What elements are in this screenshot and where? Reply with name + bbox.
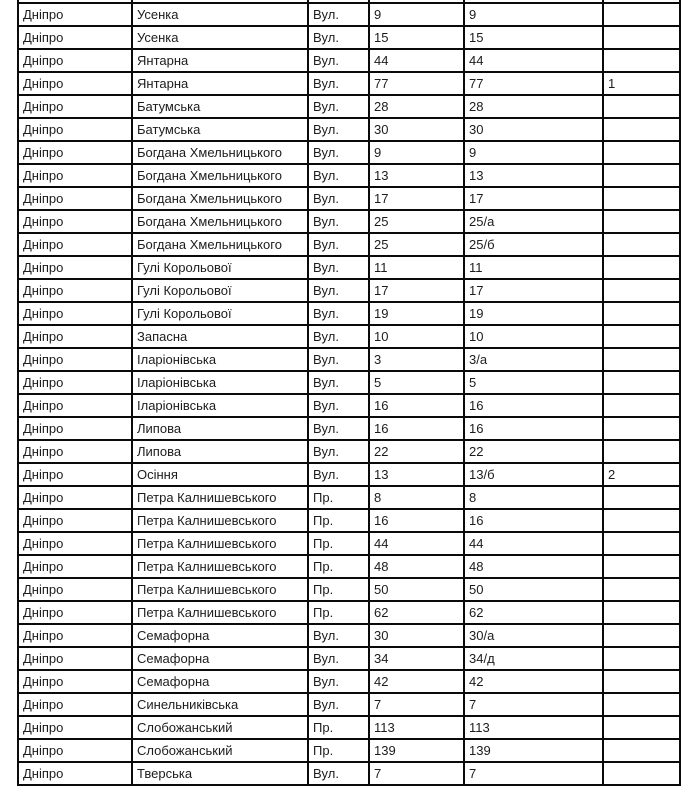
building-number-letter-cell: 3/а (464, 348, 603, 371)
street-name-cell: Липова (132, 440, 308, 463)
note-cell (603, 49, 680, 72)
city-cell: Дніпро (18, 716, 132, 739)
building-number-cell: 15 (369, 26, 464, 49)
building-number-cell: 9 (369, 3, 464, 26)
note-cell: 1 (603, 72, 680, 95)
street-type-cell: Вул. (308, 417, 369, 440)
building-number-letter-cell: 17 (464, 187, 603, 210)
table-row (18, 647, 680, 670)
building-number-cell: 30 (369, 624, 464, 647)
table-row (18, 348, 680, 371)
building-number-letter-cell: 11 (464, 256, 603, 279)
building-number-cell: 30 (369, 118, 464, 141)
street-type-cell: Вул. (308, 210, 369, 233)
building-number-letter-cell: 30 (464, 118, 603, 141)
street-name-cell: Гулі Корольової (132, 256, 308, 279)
table-row (18, 394, 680, 417)
city-cell: Дніпро (18, 601, 132, 624)
table-row (18, 486, 680, 509)
building-number-cell: 3 (369, 348, 464, 371)
street-type-cell: Пр. (308, 739, 369, 762)
note-cell (603, 256, 680, 279)
table-row (18, 670, 680, 693)
street-type-cell: Вул. (308, 49, 369, 72)
table-row (18, 72, 680, 95)
street-name-cell: Семафорна (132, 670, 308, 693)
building-number-cell: 13 (369, 463, 464, 486)
table-row (18, 279, 680, 302)
note-cell (603, 647, 680, 670)
street-name-cell: Іларіонівська (132, 394, 308, 417)
building-number-cell: 48 (369, 555, 464, 578)
building-number-letter-cell: 7 (464, 693, 603, 716)
city-cell: Дніпро (18, 72, 132, 95)
building-number-cell: 28 (369, 95, 464, 118)
city-cell: Дніпро (18, 555, 132, 578)
building-number-cell: 113 (369, 716, 464, 739)
building-number-letter-cell: 16 (464, 417, 603, 440)
street-type-cell: Вул. (308, 72, 369, 95)
street-name-cell: Петра Калнишевського (132, 578, 308, 601)
building-number-cell: 139 (369, 739, 464, 762)
street-name-cell: Гулі Корольової (132, 279, 308, 302)
building-number-letter-cell: 22 (464, 440, 603, 463)
building-number-cell: 25 (369, 233, 464, 256)
building-number-cell: 17 (369, 187, 464, 210)
building-number-letter-cell: 44 (464, 49, 603, 72)
street-name-cell: Усенка (132, 26, 308, 49)
note-cell (603, 578, 680, 601)
building-number-cell: 11 (369, 256, 464, 279)
table-row (18, 532, 680, 555)
street-name-cell: Янтарна (132, 72, 308, 95)
street-name-cell: Іларіонівська (132, 348, 308, 371)
building-number-letter-cell: 42 (464, 670, 603, 693)
city-cell: Дніпро (18, 141, 132, 164)
building-number-letter-cell: 17 (464, 279, 603, 302)
table-row (18, 95, 680, 118)
city-cell: Дніпро (18, 371, 132, 394)
building-number-letter-cell: 8 (464, 486, 603, 509)
street-name-cell: Запасна (132, 325, 308, 348)
street-type-cell: Вул. (308, 3, 369, 26)
note-cell (603, 739, 680, 762)
street-name-cell: Богдана Хмельницького (132, 233, 308, 256)
street-type-cell: Пр. (308, 532, 369, 555)
building-number-cell: 16 (369, 509, 464, 532)
table-row (18, 601, 680, 624)
note-cell (603, 440, 680, 463)
table-row (18, 555, 680, 578)
note-cell (603, 26, 680, 49)
city-cell: Дніпро (18, 3, 132, 26)
note-cell (603, 141, 680, 164)
building-number-cell: 16 (369, 394, 464, 417)
building-number-cell: 50 (369, 578, 464, 601)
note-cell (603, 302, 680, 325)
note-cell (603, 118, 680, 141)
table-row (18, 3, 680, 26)
building-number-cell: 44 (369, 49, 464, 72)
note-cell (603, 348, 680, 371)
street-type-cell: Вул. (308, 624, 369, 647)
street-name-cell: Липова (132, 417, 308, 440)
street-type-cell: Вул. (308, 348, 369, 371)
street-type-cell: Вул. (308, 233, 369, 256)
building-number-letter-cell: 16 (464, 509, 603, 532)
street-type-cell: Вул. (308, 394, 369, 417)
note-cell (603, 371, 680, 394)
city-cell: Дніпро (18, 325, 132, 348)
building-number-cell: 62 (369, 601, 464, 624)
building-number-letter-cell: 30/а (464, 624, 603, 647)
note-cell (603, 670, 680, 693)
street-type-cell: Вул. (308, 279, 369, 302)
street-type-cell: Вул. (308, 440, 369, 463)
table-row (18, 440, 680, 463)
building-number-cell: 77 (369, 72, 464, 95)
building-number-cell: 7 (369, 762, 464, 785)
street-name-cell: Батумська (132, 118, 308, 141)
street-name-cell: Богдана Хмельницького (132, 164, 308, 187)
street-type-cell: Вул. (308, 762, 369, 785)
street-type-cell: Пр. (308, 555, 369, 578)
street-name-cell: Усенка (132, 3, 308, 26)
note-cell (603, 762, 680, 785)
street-name-cell: Слобожанський (132, 739, 308, 762)
table-row (18, 233, 680, 256)
note-cell (603, 532, 680, 555)
building-number-letter-cell: 48 (464, 555, 603, 578)
city-cell: Дніпро (18, 486, 132, 509)
building-number-cell: 5 (369, 371, 464, 394)
city-cell: Дніпро (18, 210, 132, 233)
building-number-letter-cell: 16 (464, 394, 603, 417)
note-cell (603, 95, 680, 118)
building-number-letter-cell: 9 (464, 3, 603, 26)
city-cell: Дніпро (18, 624, 132, 647)
city-cell: Дніпро (18, 256, 132, 279)
building-number-letter-cell: 13 (464, 164, 603, 187)
street-type-cell: Вул. (308, 118, 369, 141)
city-cell: Дніпро (18, 302, 132, 325)
table-row (18, 693, 680, 716)
street-type-cell: Пр. (308, 716, 369, 739)
note-cell (603, 601, 680, 624)
note-cell (603, 394, 680, 417)
street-type-cell: Вул. (308, 670, 369, 693)
note-cell (603, 164, 680, 187)
building-number-letter-cell: 62 (464, 601, 603, 624)
building-number-cell: 10 (369, 325, 464, 348)
table-row (18, 302, 680, 325)
table-row (18, 371, 680, 394)
street-name-cell: Петра Калнишевського (132, 532, 308, 555)
table-row (18, 463, 680, 486)
city-cell: Дніпро (18, 95, 132, 118)
street-name-cell: Семафорна (132, 624, 308, 647)
street-name-cell: Петра Калнишевського (132, 555, 308, 578)
building-number-letter-cell: 50 (464, 578, 603, 601)
city-cell: Дніпро (18, 118, 132, 141)
city-cell: Дніпро (18, 164, 132, 187)
street-type-cell: Вул. (308, 187, 369, 210)
city-cell: Дніпро (18, 26, 132, 49)
table-row (18, 256, 680, 279)
building-number-letter-cell: 15 (464, 26, 603, 49)
building-number-letter-cell: 113 (464, 716, 603, 739)
building-number-letter-cell: 25/б (464, 233, 603, 256)
city-cell: Дніпро (18, 647, 132, 670)
street-name-cell: Слобожанський (132, 716, 308, 739)
building-number-cell: 25 (369, 210, 464, 233)
street-type-cell: Вул. (308, 141, 369, 164)
building-number-cell: 17 (369, 279, 464, 302)
street-name-cell: Батумська (132, 95, 308, 118)
building-number-letter-cell: 9 (464, 141, 603, 164)
table-row (18, 417, 680, 440)
note-cell (603, 555, 680, 578)
city-cell: Дніпро (18, 417, 132, 440)
address-table (17, 0, 681, 786)
note-cell: 2 (603, 463, 680, 486)
note-cell (603, 233, 680, 256)
street-type-cell: Вул. (308, 26, 369, 49)
building-number-cell: 42 (369, 670, 464, 693)
street-name-cell: Тверська (132, 762, 308, 785)
street-name-cell: Семафорна (132, 647, 308, 670)
address-table-container (17, 0, 681, 786)
note-cell (603, 417, 680, 440)
street-type-cell: Вул. (308, 95, 369, 118)
building-number-letter-cell: 13/б (464, 463, 603, 486)
city-cell: Дніпро (18, 187, 132, 210)
building-number-cell: 44 (369, 532, 464, 555)
street-name-cell: Гулі Корольової (132, 302, 308, 325)
building-number-cell: 7 (369, 693, 464, 716)
city-cell: Дніпро (18, 670, 132, 693)
street-name-cell: Іларіонівська (132, 371, 308, 394)
table-body (18, 0, 680, 785)
city-cell: Дніпро (18, 762, 132, 785)
building-number-cell: 19 (369, 302, 464, 325)
street-type-cell: Пр. (308, 578, 369, 601)
street-name-cell: Петра Калнишевського (132, 601, 308, 624)
street-type-cell: Вул. (308, 371, 369, 394)
note-cell (603, 325, 680, 348)
building-number-letter-cell: 28 (464, 95, 603, 118)
city-cell: Дніпро (18, 49, 132, 72)
note-cell (603, 716, 680, 739)
city-cell: Дніпро (18, 693, 132, 716)
note-cell (603, 279, 680, 302)
note-cell (603, 210, 680, 233)
building-number-letter-cell: 139 (464, 739, 603, 762)
street-type-cell: Пр. (308, 601, 369, 624)
building-number-cell: 34 (369, 647, 464, 670)
note-cell (603, 486, 680, 509)
city-cell: Дніпро (18, 509, 132, 532)
table-row (18, 578, 680, 601)
table-row (18, 739, 680, 762)
building-number-letter-cell: 25/а (464, 210, 603, 233)
table-row (18, 210, 680, 233)
building-number-cell: 22 (369, 440, 464, 463)
street-name-cell: Богдана Хмельницького (132, 141, 308, 164)
building-number-cell: 13 (369, 164, 464, 187)
city-cell: Дніпро (18, 279, 132, 302)
city-cell: Дніпро (18, 532, 132, 555)
street-type-cell: Вул. (308, 302, 369, 325)
city-cell: Дніпро (18, 578, 132, 601)
building-number-letter-cell: 77 (464, 72, 603, 95)
building-number-letter-cell: 44 (464, 532, 603, 555)
street-type-cell: Вул. (308, 325, 369, 348)
table-row (18, 325, 680, 348)
street-type-cell: Вул. (308, 693, 369, 716)
table-row (18, 716, 680, 739)
building-number-letter-cell: 10 (464, 325, 603, 348)
city-cell: Дніпро (18, 233, 132, 256)
street-name-cell: Осіння (132, 463, 308, 486)
table-row (18, 49, 680, 72)
table-row (18, 509, 680, 532)
table-row (18, 624, 680, 647)
street-type-cell: Пр. (308, 486, 369, 509)
building-number-letter-cell: 34/д (464, 647, 603, 670)
note-cell (603, 3, 680, 26)
street-name-cell: Янтарна (132, 49, 308, 72)
building-number-letter-cell: 19 (464, 302, 603, 325)
street-type-cell: Вул. (308, 647, 369, 670)
street-name-cell: Богдана Хмельницького (132, 210, 308, 233)
building-number-cell: 8 (369, 486, 464, 509)
note-cell (603, 624, 680, 647)
street-name-cell: Синельниківська (132, 693, 308, 716)
note-cell (603, 509, 680, 532)
city-cell: Дніпро (18, 440, 132, 463)
building-number-letter-cell: 5 (464, 371, 603, 394)
street-type-cell: Вул. (308, 463, 369, 486)
city-cell: Дніпро (18, 739, 132, 762)
street-type-cell: Пр. (308, 509, 369, 532)
building-number-letter-cell: 7 (464, 762, 603, 785)
street-type-cell: Вул. (308, 164, 369, 187)
building-number-cell: 16 (369, 417, 464, 440)
note-cell (603, 693, 680, 716)
table-row (18, 26, 680, 49)
table-row (18, 187, 680, 210)
table-row (18, 164, 680, 187)
note-cell (603, 187, 680, 210)
table-row (18, 762, 680, 785)
table-row (18, 141, 680, 164)
street-name-cell: Петра Калнишевського (132, 486, 308, 509)
table-row (18, 118, 680, 141)
building-number-cell: 9 (369, 141, 464, 164)
city-cell: Дніпро (18, 348, 132, 371)
street-type-cell: Вул. (308, 256, 369, 279)
city-cell: Дніпро (18, 394, 132, 417)
city-cell: Дніпро (18, 463, 132, 486)
street-name-cell: Петра Калнишевського (132, 509, 308, 532)
street-name-cell: Богдана Хмельницького (132, 187, 308, 210)
